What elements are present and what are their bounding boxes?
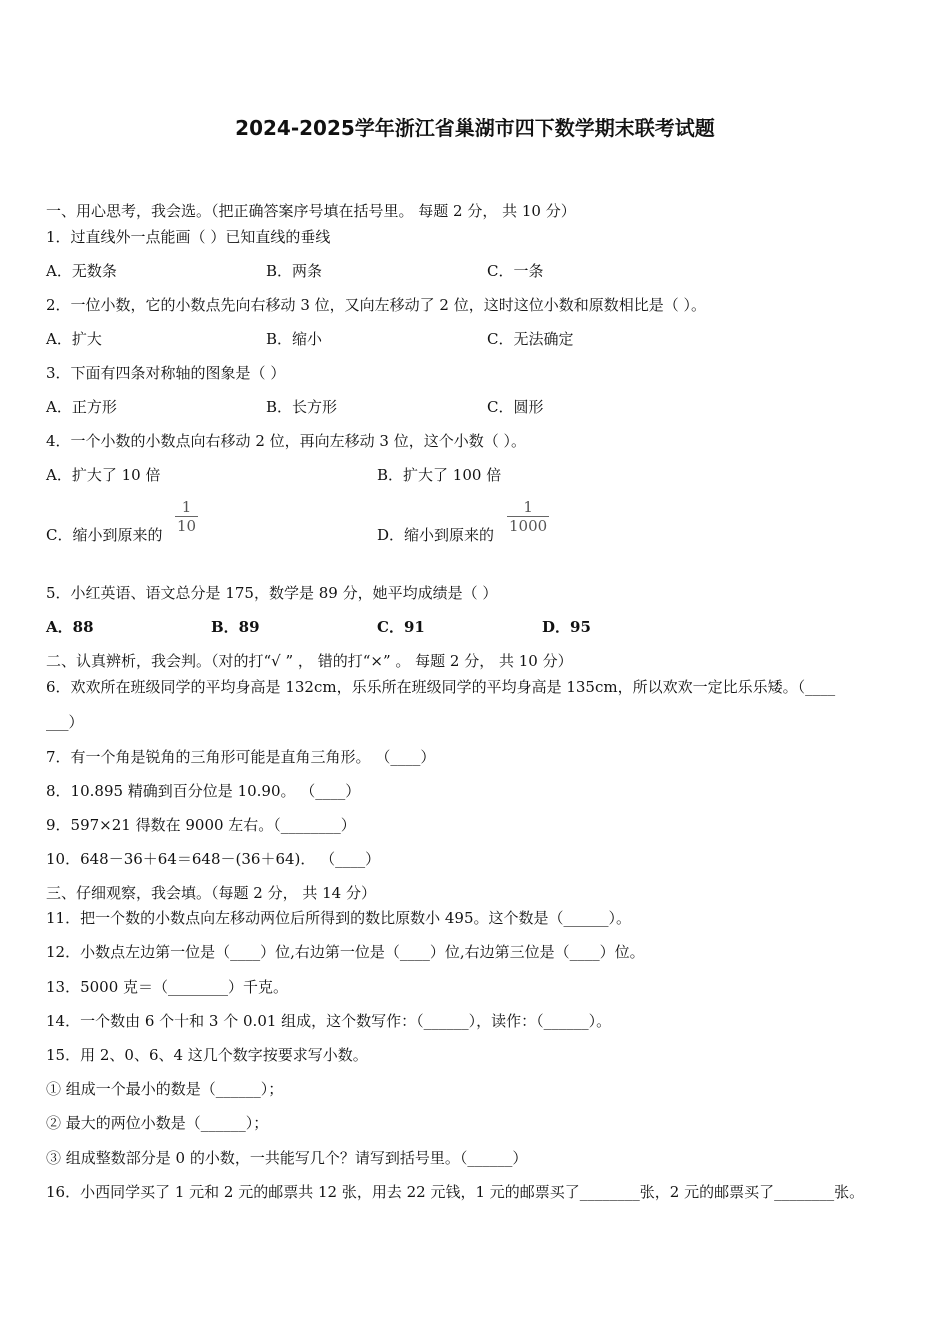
question-12: 12．小数点左边第一位是（____）位,右边第一位是（____）位,右边第三位是（____）位。: [46, 943, 645, 961]
section-3-heading: 三、仔细观察，我会填。（每题 2 分， 共 14 分）: [46, 884, 376, 902]
q4-option-b: B．扩大了 100 倍: [377, 466, 502, 484]
section-2-heading: 二、认真辨析，我会判。（对的打“√ ” ， 错的打“×” 。 每题 2 分， 共 10 分）: [46, 652, 573, 670]
question-2: 2．一位小数，它的小数点先向右移动 3 位，又向左移动了 2 位，这时这位小数和原数相比是（ ）。: [46, 296, 706, 314]
question-3: 3．下面有四条对称轴的图象是（ ）: [46, 364, 286, 382]
q1-option-c: C．一条: [487, 262, 544, 280]
question-7: 7．有一个角是锐角的三角形可能是直角三角形。 （____）: [46, 748, 436, 766]
q5-option-b: B．89: [211, 618, 260, 636]
question-14: 14．一个数由 6 个十和 3 个 0.01 组成，这个数写作：（______），读作：（______）。: [46, 1012, 612, 1030]
page-title: 2024-2025学年浙江省巢湖市四下数学期末联考试题: [235, 116, 715, 140]
question-11: 11．把一个数的小数点向左移动两位后所得到的数比原数小 495。这个数是（______）。: [46, 909, 631, 927]
q5-option-d: D．95: [542, 618, 591, 636]
q3-option-c: C．圆形: [487, 398, 544, 416]
question-8: 8．10.895 精确到百分位是 10.90。 （____）: [46, 782, 361, 800]
q2-option-b: B．缩小: [266, 330, 323, 348]
q2-option-a: A．扩大: [46, 330, 102, 348]
q4-option-d-fraction: [507, 498, 549, 535]
q1-option-a: A．无数条: [46, 262, 117, 280]
q1-option-b: B．两条: [266, 262, 323, 280]
q3-option-a: A．正方形: [46, 398, 117, 416]
question-4: 4．一个小数的小数点向右移动 2 位，再向左移动 3 位，这个小数（ ）。: [46, 432, 526, 450]
q4-option-a: A．扩大了 10 倍: [46, 466, 161, 484]
question-15-part-2: ② 最大的两位小数是（______）；: [46, 1114, 269, 1132]
question-6: 6．欢欢所在班级同学的平均身高是 132cm，乐乐所在班级同学的平均身高是 135cm，所以欢欢一定比乐乐矮。（____: [46, 678, 836, 696]
question-9: 9．597×21 得数在 9000 左右。（________）: [46, 816, 356, 834]
fraction-numerator: 1: [181, 498, 192, 516]
q4-option-c: C．缩小到原来的: [46, 526, 163, 544]
question-13: 13．5000 克＝（________）千克。: [46, 978, 289, 996]
q3-option-b: B．长方形: [266, 398, 338, 416]
question-15: 15．用 2、0、6、4 这几个数字按要求写小数。: [46, 1046, 368, 1064]
question-10: 10．648－36＋64＝648－(36＋64)． （____）: [46, 850, 381, 868]
q2-option-c: C．无法确定: [487, 330, 574, 348]
q5-option-a: A．88: [46, 618, 94, 636]
question-1: 1．过直线外一点能画（ ）已知直线的垂线: [46, 228, 331, 246]
question-5: 5．小红英语、语文总分是 175，数学是 89 分，她平均成绩是（ ）: [46, 584, 498, 602]
question-15-part-1: ① 组成一个最小的数是（______）；: [46, 1080, 284, 1098]
question-16: 16．小西同学买了 1 元和 2 元的邮票共 12 张，用去 22 元钱，1 元的邮票买了________张，2 元的邮票买了________张。: [46, 1183, 865, 1201]
question-6-continued: ___）: [46, 713, 84, 731]
q4-option-c-fraction: [175, 498, 198, 535]
q5-option-c: C．91: [377, 618, 425, 636]
fraction-denominator: 1000: [509, 517, 548, 535]
fraction-numerator: 1: [523, 498, 533, 516]
question-15-part-3: ③ 组成整数部分是 0 的小数，一共能写几个？请写到括号里。（______）: [46, 1149, 528, 1167]
q4-option-d: D．缩小到原来的: [377, 526, 495, 544]
fraction-denominator: 10: [177, 517, 197, 535]
section-1-heading: 一、用心思考，我会选。（把正确答案序号填在括号里。 每题 2 分， 共 10 分）: [46, 202, 576, 220]
